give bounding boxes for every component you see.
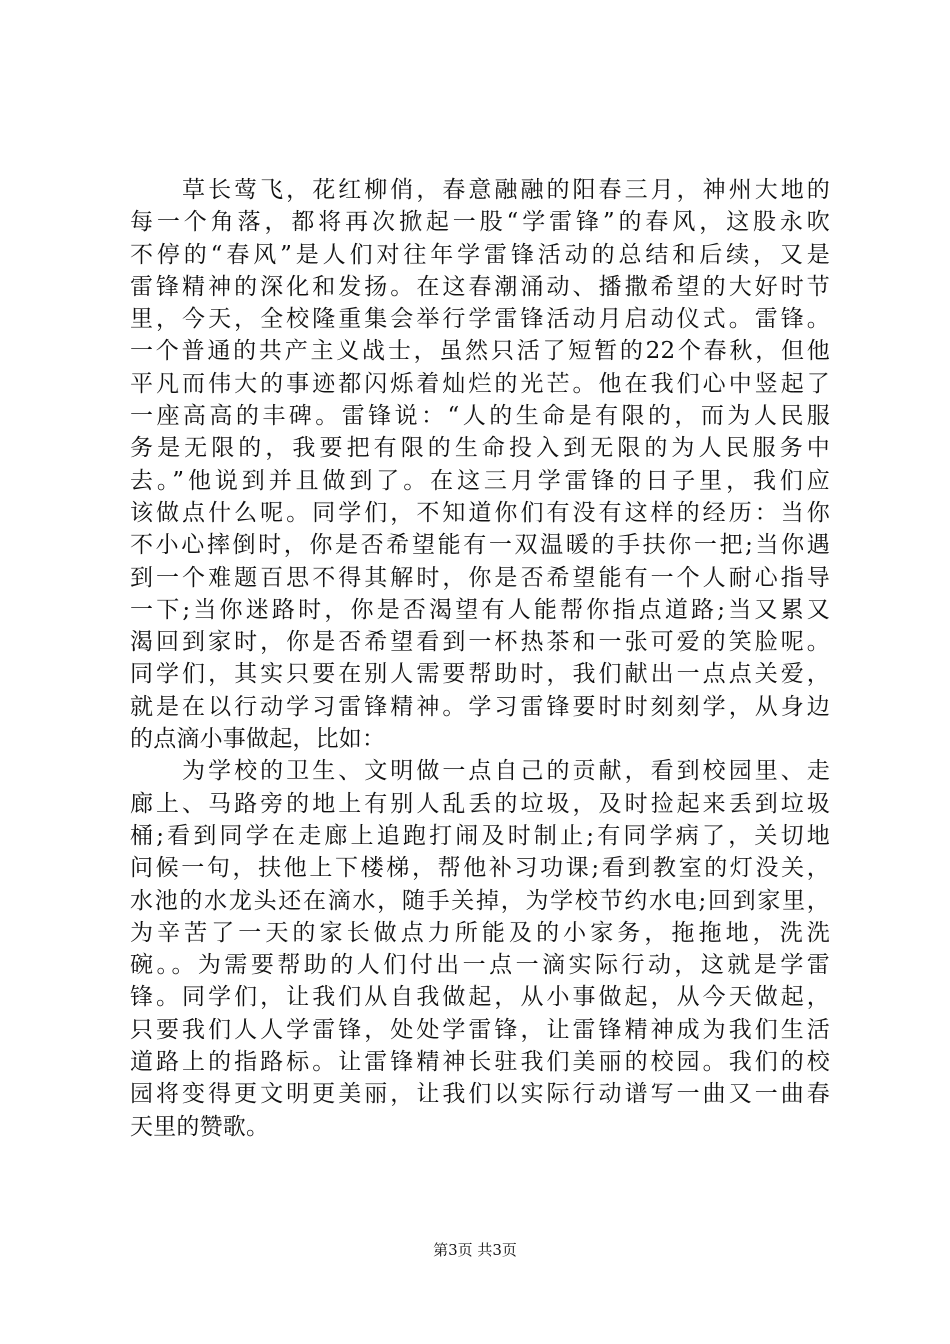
text-line: 一下;当你迷路时，你是否渴望有人能帮你指点道路;当又累又 — [130, 596, 830, 623]
body-text — [130, 174, 830, 1143]
text-line: 水池的水龙头还在滴水，随手关掉，为学校节约水电;回到家里， — [130, 887, 830, 914]
text-line: 园将变得更文明更美丽，让我们以实际行动谱写一曲又一曲春 — [130, 1081, 830, 1108]
text-line: 问候一句，扶他上下楼梯，帮他补习功课;看到教室的灯没关， — [130, 855, 830, 882]
text-line: 草长莺飞，花红柳俏，春意融融的阳春三月，神州大地的 — [130, 177, 830, 203]
text-line: 碗。。为需要帮助的人们付出一点一滴实际行动，这就是学雷 — [130, 952, 830, 979]
text-line: 不停的“春风”是人们对往年学雷锋活动的总结和后续，又是 — [130, 241, 830, 268]
text-line: 锋。同学们，让我们从自我做起，从小事做起，从今天做起， — [130, 984, 830, 1011]
text-line: 每一个角落，都将再次掀起一股“学雷锋”的春风，这股永吹 — [130, 209, 830, 236]
text-line: 廊上、马路旁的地上有别人乱丢的垃圾，及时捡起来丢到垃圾 — [130, 790, 830, 817]
text-line: 为辛苦了一天的家长做点力所能及的小家务，拖拖地，洗洗 — [130, 919, 830, 946]
text-line: 就是在以行动学习雷锋精神。学习雷锋要时时刻刻学，从身边 — [130, 693, 830, 720]
text-line: 平凡而伟大的事迹都闪烁着灿烂的光芒。他在我们心中竖起了 — [130, 370, 830, 397]
text-line: 务是无限的，我要把有限的生命投入到无限的为人民服务中 — [130, 435, 830, 462]
text-line: 到一个难题百思不得其解时，你是否希望能有一个人耐心指导 — [130, 564, 830, 591]
page-number-footer: 第3页 共3页 — [433, 1241, 517, 1259]
text-line: 雷锋精神的深化和发扬。在这春潮涌动、播撒希望的大好时节 — [130, 273, 830, 300]
text-line: 同学们，其实只要在别人需要帮助时，我们献出一点点关爱， — [130, 661, 830, 688]
text-line: 一座高高的丰碑。雷锋说：“人的生命是有限的，而为人民服 — [130, 403, 830, 430]
text-line: 天里的赞歌。 — [130, 1113, 270, 1140]
text-line: 为学校的卫生、文明做一点自己的贡献，看到校园里、走 — [130, 758, 830, 785]
text-line: 渴回到家时，你是否希望看到一杯热茶和一张可爱的笑脸呢。 — [130, 629, 830, 656]
text-line: 不小心摔倒时，你是否希望能有一双温暖的手扶你一把;当你遇 — [130, 532, 830, 559]
text-line: 只要我们人人学雷锋，处处学雷锋，让雷锋精神成为我们生活 — [130, 1016, 830, 1043]
text-line: 道路上的指路标。让雷锋精神长驻我们美丽的校园。我们的校 — [130, 1049, 830, 1076]
text-line: 里，今天，全校隆重集会举行学雷锋活动月启动仪式。雷锋。 — [130, 306, 830, 333]
text-line: 一个普通的共产主义战士，虽然只活了短暂的22个春秋，但他 — [130, 338, 830, 365]
text-line: 该做点什么呢。同学们，不知道你们有没有这样的经历：当你 — [130, 499, 830, 526]
text-line: 的点滴小事做起，比如： — [130, 726, 386, 753]
text-line: 桶;看到同学在走廊上追跑打闹及时制止;有同学病了，关切地 — [130, 822, 830, 849]
text-line: 去。”他说到并且做到了。在这三月学雷锋的日子里，我们应 — [130, 467, 830, 494]
